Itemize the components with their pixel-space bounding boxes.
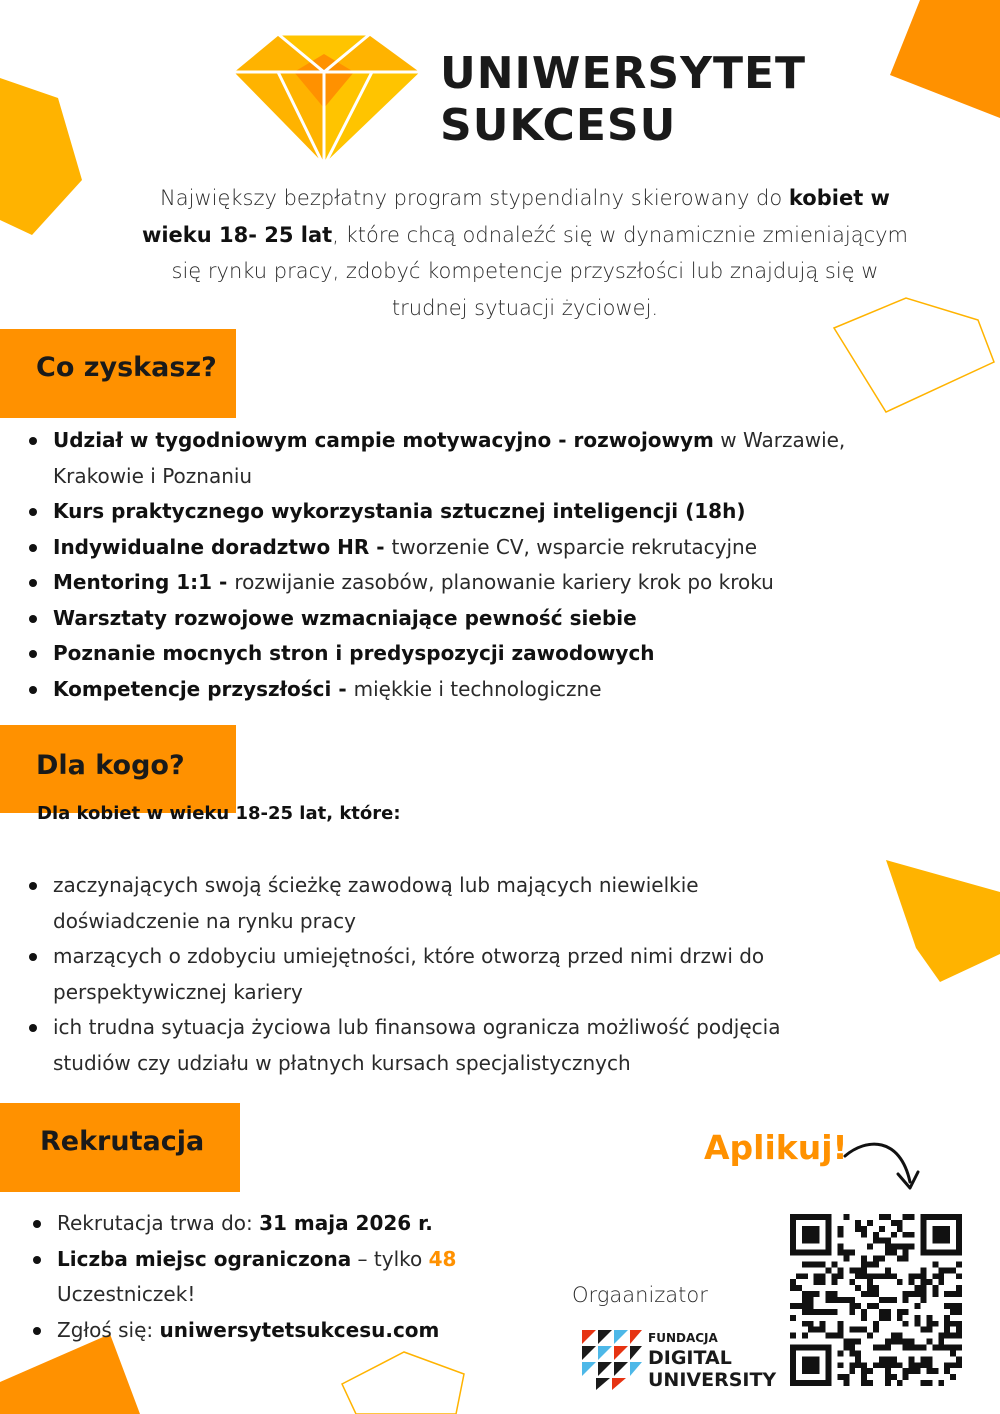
list-item — [26, 672, 926, 708]
intro-highlight: kobiet w wieku 18- 25 lat — [141, 186, 890, 247]
list-item — [26, 530, 926, 566]
audience-list — [26, 868, 806, 1081]
benefits-list — [26, 423, 926, 707]
organizer-label: Orgaanizator — [572, 1283, 708, 1307]
digital-university-logo-icon — [582, 1326, 777, 1391]
list-item-bold: Poznanie mocnych stron i predyspozycji zawodowych — [53, 641, 655, 665]
list-item — [30, 1242, 590, 1313]
section-title-audience: Dla kogo? — [36, 750, 185, 781]
section-title-benefits: Co zyskasz? — [36, 352, 217, 383]
intro-paragraph — [140, 180, 910, 326]
list-item-bold: Mentoring 1:1 - — [53, 570, 235, 594]
intro-text-2: , które chcą odnaleźć się w dynamicznie zmieniającym się rynku pracy, zdobyć kompetencje przyszłości lub znajdują się w trudnej sytuacji życiowej. — [171, 222, 909, 320]
deco-outline-bottom — [334, 1344, 474, 1414]
list-item-text: w Warzawie, Krakowie i Poznaniu — [53, 428, 846, 488]
deadline-label: Rekrutacja trwa do: — [57, 1211, 260, 1235]
apply-label: Zgłoś się: — [57, 1317, 160, 1342]
intro-text-1: Największy bezpłatny program stypendialny skierowany do — [160, 186, 789, 210]
deadline-value: 31 maja 2026 r. — [259, 1211, 433, 1235]
deco-shape-mid-right — [880, 852, 1000, 984]
list-item — [30, 1313, 590, 1349]
list-item-text: rozwijanie zasobów, planowanie kariery krok po kroku — [234, 570, 774, 594]
fdu-line-1: FUNDACJA — [648, 1331, 718, 1345]
brand-line-1: UNIWERSYTET — [440, 48, 807, 99]
fdu-line-2: DIGITAL — [648, 1347, 732, 1369]
list-item — [26, 423, 926, 494]
list-item-bold: Kurs praktycznego wykorzystania sztucznej inteligencji (18h) — [53, 499, 746, 523]
limit-bold: Liczba miejsc ograniczona — [57, 1246, 352, 1271]
brand-line-2: SUKCESU — [440, 100, 677, 151]
list-item — [26, 601, 926, 637]
deco-shape-top-right — [880, 0, 1000, 125]
list-item-bold: Kompetencje przyszłości - — [53, 676, 354, 701]
list-item: marzących o zdobyciu umiejętności, które otworzą przed nimi drzwi do perspektywicznej kariery — [26, 939, 806, 1010]
deco-shape-top-left — [0, 70, 90, 240]
list-item-text: miękkie i technologiczne — [353, 676, 602, 701]
list-item-bold: Warsztaty rozwojowe wzmacniające pewność siebie — [53, 605, 637, 630]
list-item-bold: Udział w tygodniowym campie motywacyjno - rozwojowym — [53, 428, 714, 452]
brand-name — [440, 48, 806, 152]
recruitment-list — [30, 1206, 590, 1348]
qr-code-icon[interactable] — [790, 1214, 962, 1386]
list-item — [30, 1206, 590, 1242]
list-item-text: tworzenie CV, wsparcie rekrutacyjne — [391, 534, 757, 559]
limit-suffix: Uczestniczek! — [57, 1282, 196, 1306]
list-item — [26, 494, 926, 530]
audience-subtitle: Dla kobiet w wieku 18-25 lat, które: — [37, 803, 401, 824]
arrow-curved-icon — [842, 1136, 922, 1196]
logo-gem-icon — [232, 34, 422, 166]
list-item: zaczynających swoją ścieżkę zawodową lub mających niewielkie doświadczenie na rynku pracy — [26, 868, 806, 939]
list-item: ich trudna sytuacja życiowa lub finansowa ogranicza możliwość podjęcia studiów czy udziału w płatnych kursach specjalistycznych — [26, 1010, 806, 1081]
limit-text: – tylko — [351, 1246, 429, 1271]
section-title-recruitment: Rekrutacja — [40, 1126, 205, 1157]
list-item-bold: Indywidualne doradztwo HR - — [53, 534, 392, 559]
apply-url-link[interactable]: uniwersytetsukcesu.com — [159, 1317, 440, 1342]
fdu-line-3: UNIVERSITY — [648, 1369, 777, 1391]
apply-cta: Aplikuj! — [704, 1128, 848, 1167]
list-item — [26, 636, 926, 672]
list-item — [26, 565, 926, 601]
limit-number: 48 — [428, 1246, 457, 1271]
